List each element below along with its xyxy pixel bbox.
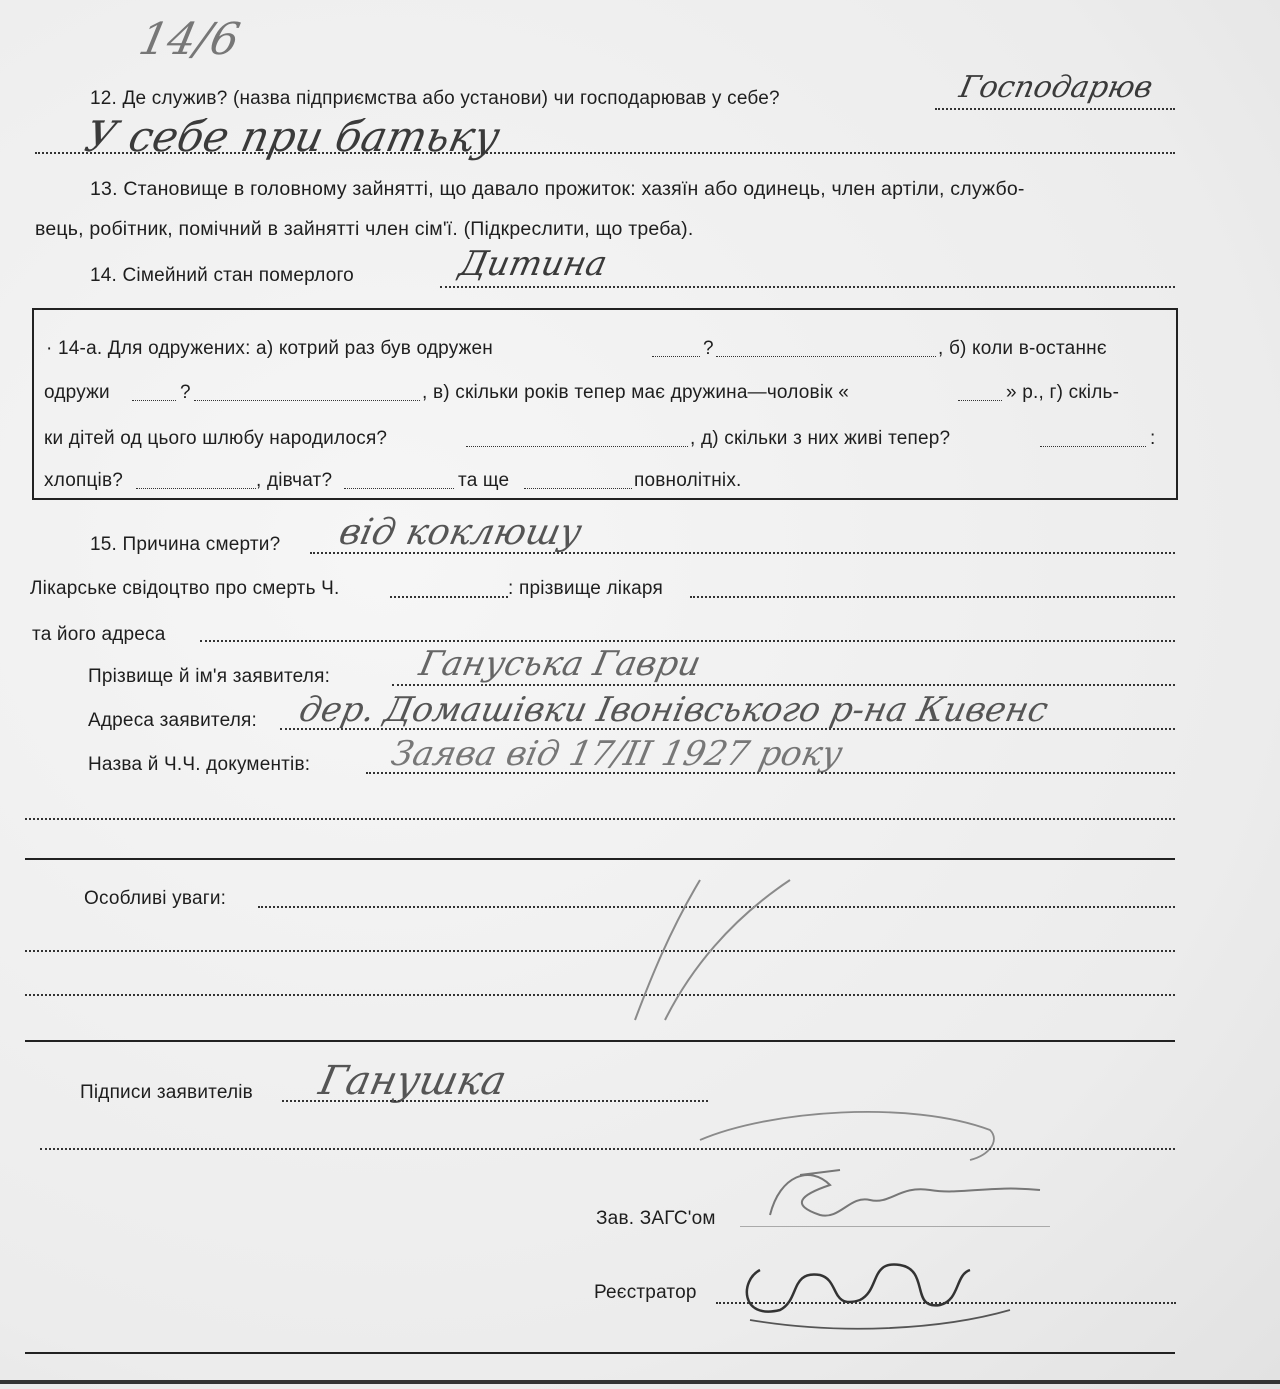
medical-certificate-line <box>390 596 508 598</box>
q14a-dots-8 <box>136 488 256 489</box>
applicant-name-line <box>392 684 1175 686</box>
bottom-rule <box>25 1352 1175 1354</box>
applicant-address-label: Адреса заявителя: <box>88 710 257 731</box>
q14a-line1-a: · 14-а. Для одружених: а) котрий раз був одружен <box>46 338 493 359</box>
q14a-line4-d: повнолітніх. <box>634 470 742 491</box>
applicants-signature-line <box>282 1100 708 1102</box>
q14a-line2-c: » р., г) скіль- <box>1006 382 1120 403</box>
q14a-dots-10 <box>524 488 632 489</box>
registrar-label: Реєстратор <box>594 1282 697 1303</box>
bottom-edge <box>0 1380 1280 1384</box>
applicant-address-line <box>280 728 1175 730</box>
head-signature-line <box>740 1226 1050 1227</box>
q14-line <box>440 286 1175 288</box>
medical-certificate-label: Лікарське свідоцтво про смерть Ч. <box>30 578 340 599</box>
q12-line <box>935 108 1175 110</box>
divider-1 <box>25 858 1175 860</box>
medical-address-line <box>200 640 1175 642</box>
q14a-line2-a: одружи <box>44 382 110 403</box>
applicant-name-label: Прізвище й ім'я заявителя: <box>88 666 331 687</box>
q12-line2 <box>35 152 1175 154</box>
divider-2 <box>25 1040 1175 1042</box>
applicant-name-value: Гануська Гаври <box>415 644 705 684</box>
head-registry-label: Зав. ЗАГС'ом <box>596 1208 716 1229</box>
q15-answer: від коклюшу <box>335 512 586 553</box>
q14a-dots-1 <box>652 356 700 357</box>
q14a-line3-c: : <box>1150 428 1156 449</box>
registrar-signature-line <box>716 1302 1176 1304</box>
q14-label: 14. Сімейний стан померлого <box>90 265 354 286</box>
archive-number: 14/6 <box>134 14 245 65</box>
q14a-dots-3 <box>132 400 176 401</box>
applicant-docs-line <box>366 772 1175 774</box>
registrar-signature <box>720 1240 1020 1340</box>
q12-label: 12. Де служив? (назва підприємства або установи) чи господарював у себе? <box>90 88 780 109</box>
notes-strikeout-mark <box>590 870 810 1030</box>
q13-line2: вець, робітник, помічний в зайнятті член сім'ї. (Підкреслити, що треба). <box>35 218 694 240</box>
q14a-line4-a: хлопців? <box>44 470 124 491</box>
applicant-docs-label: Назва й Ч.Ч. документів: <box>88 754 311 775</box>
q14a-line1-q: ? <box>703 338 714 359</box>
applicants-signature-line-2 <box>40 1148 1175 1150</box>
q14a-dots-7 <box>1040 446 1146 447</box>
q13-line1: 13. Становище в головному зайнятті, що давало прожиток: хазяїн або одинець, член артіли, службо- <box>90 178 1025 200</box>
medical-address-label: та його адреса <box>32 624 166 645</box>
head-signature <box>740 1155 1060 1235</box>
blank-line-1 <box>25 818 1175 820</box>
q14-answer: Дитина <box>455 244 611 284</box>
applicants-signature-label: Підписи заявителів <box>80 1082 253 1103</box>
applicant-address-value: дер. Домашівки Івонівського р-на Кивенс <box>295 690 1052 730</box>
q14a-dots-4 <box>194 400 420 401</box>
q14a-dots-5 <box>958 400 1002 401</box>
medical-doctor-label: : прізвище лікаря <box>508 578 663 599</box>
q14a-line3-a: ки дітей од цього шлюбу народилося? <box>44 428 388 449</box>
applicants-signature-value: Ганушка <box>315 1058 511 1104</box>
q14a-box <box>32 308 1178 500</box>
applicant-docs-value: Заява від 17/II 1927 року <box>387 734 847 774</box>
q14a-line4-c: та ще <box>458 470 510 491</box>
q14a-line2-b: , в) скільки років тепер має дружина—чоловік « <box>422 382 850 403</box>
q14a-dots-9 <box>344 488 454 489</box>
q14a-line3-b: , д) скільки з них живі тепер? <box>690 428 951 449</box>
medical-doctor-line <box>690 596 1175 598</box>
q12-answer-line2: У себе при батьку <box>80 112 505 161</box>
q14a-dots-6 <box>466 446 688 447</box>
q12-answer-top: Господарюв <box>956 70 1156 105</box>
notes-label: Особливі уваги: <box>84 888 227 909</box>
q15-line <box>310 552 1175 554</box>
q14a-line1-b: , б) коли в-останнє <box>938 338 1107 359</box>
q14a-dots-2 <box>716 356 936 357</box>
q15-label: 15. Причина смерти? <box>90 534 281 555</box>
q14a-line2-q: ? <box>180 382 191 403</box>
q14a-line4-b: , дівчат? <box>256 470 333 491</box>
